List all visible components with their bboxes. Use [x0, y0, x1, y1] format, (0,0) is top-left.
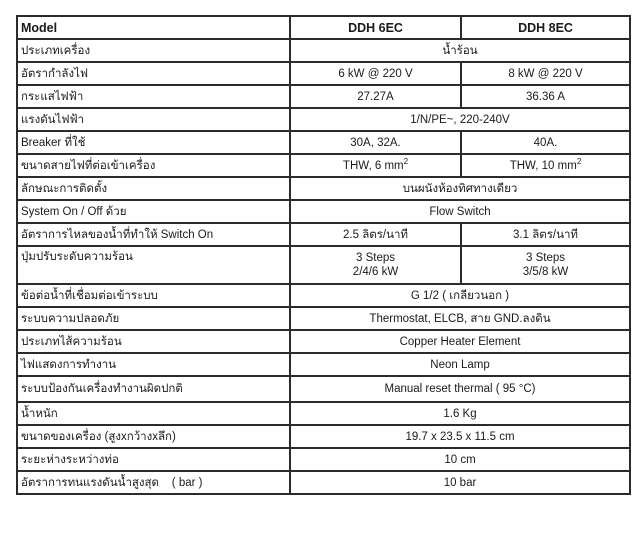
row-label: ประเภทเครื่อง [17, 39, 290, 62]
table-row [17, 307, 630, 330]
row-value-ddh8ec: 8 kW @ 220 V [461, 62, 630, 85]
row-label: ข้อต่อน้ำที่เชื่อมต่อเข้าระบบ [17, 284, 290, 307]
row-label: ระบบป้องกันเครื่องทำงานผิดปกติ [17, 376, 290, 402]
table-row [17, 471, 630, 494]
row-label: ปุ่มปรับระดับความร้อน [17, 246, 290, 284]
row-value-merged: Manual reset thermal ( 95 °C) [290, 376, 630, 402]
row-value-merged: 19.7 x 23.5 x 11.5 cm [290, 425, 630, 448]
row-value-ddh6ec: 30A, 32A. [290, 131, 461, 154]
superscript: 2 [403, 156, 409, 166]
row-label: กระแสไฟฟ้า [17, 85, 290, 108]
row-value-merged: Thermostat, ELCB, สาย GND.ลงดิน [290, 307, 630, 330]
row-label: System On / Off ด้วย [17, 200, 290, 223]
table-row [17, 177, 630, 200]
table-row [17, 246, 630, 284]
table-row [17, 376, 630, 402]
table-row [17, 284, 630, 307]
superscript: 2 [576, 156, 582, 166]
table-row [17, 39, 630, 62]
table-row [17, 223, 630, 246]
row-value-ddh8ec: 36.36 A [461, 85, 630, 108]
table-row [17, 448, 630, 471]
header-model-label: Model [17, 16, 290, 39]
table-row [17, 108, 630, 131]
steps-line: 3 Steps [356, 252, 395, 264]
row-value-merged: Flow Switch [290, 200, 630, 223]
row-value-merged: 10 cm [290, 448, 630, 471]
row-value-merged: 10 bar [290, 471, 630, 494]
spec-table [16, 15, 631, 495]
row-value-ddh6ec: 2.5 ลิตร/นาที [290, 223, 461, 246]
row-label: ขนาดของเครื่อง (สูงxกว้างxลึก) [17, 425, 290, 448]
row-label: แรงดันไฟฟ้า [17, 108, 290, 131]
table-row [17, 330, 630, 353]
wire-size-text: THW, 10 mm [509, 159, 577, 172]
header-row [17, 16, 630, 39]
row-label: ระยะห่างระหว่างท่อ [17, 448, 290, 471]
header-ddh6ec: DDH 6EC [290, 16, 461, 39]
wire-size-text: THW, 6 mm [342, 159, 404, 172]
table-row [17, 85, 630, 108]
row-label: ขนาดสายไฟที่ต่อเข้าเครื่อง [17, 154, 290, 177]
header-ddh8ec: DDH 8EC [461, 16, 630, 39]
row-value-merged: G 1/2 ( เกลียวนอก ) [290, 284, 630, 307]
row-value-ddh6ec [290, 154, 461, 177]
row-value-merged: 1/N/PE~, 220-240V [290, 108, 630, 131]
table-row [17, 353, 630, 376]
row-value-ddh6ec: 27.27A [290, 85, 461, 108]
row-value-ddh6ec [290, 246, 461, 284]
table-row [17, 131, 630, 154]
row-label: Breaker ที่ใช้ [17, 131, 290, 154]
power-levels-line: 2/4/6 kW [352, 266, 399, 278]
row-label: ลักษณะการติดตั้ง [17, 177, 290, 200]
row-value-ddh8ec [461, 246, 630, 284]
steps-line: 3 Steps [526, 252, 565, 264]
table-row [17, 425, 630, 448]
row-label: ระบบความปลอดภัย [17, 307, 290, 330]
row-value-merged: Neon Lamp [290, 353, 630, 376]
row-label: อัตราการไหลของน้ำที่ทำให้ Switch On [17, 223, 290, 246]
row-value-ddh8ec [461, 154, 630, 177]
row-label: ประเภทไส้ความร้อน [17, 330, 290, 353]
row-value-ddh8ec: 3.1 ลิตร/นาที [461, 223, 630, 246]
row-label: ไฟแสดงการทำงาน [17, 353, 290, 376]
table-row [17, 200, 630, 223]
table-row [17, 402, 630, 425]
row-value-merged: บนผนังห้องทิศทางเดียว [290, 177, 630, 200]
row-label: อัตราการทนแรงดันน้ำสูงสุด ( bar ) [17, 471, 290, 494]
table-row [17, 154, 630, 177]
row-value-merged: Copper Heater Element [290, 330, 630, 353]
row-label: อัตรากำลังไฟ [17, 62, 290, 85]
row-value-merged: น้ำร้อน [290, 39, 630, 62]
row-value-ddh8ec: 40A. [461, 131, 630, 154]
row-value-merged: 1.6 Kg [290, 402, 630, 425]
power-levels-line: 3/5/8 kW [522, 266, 569, 278]
table-row [17, 62, 630, 85]
row-value-ddh6ec: 6 kW @ 220 V [290, 62, 461, 85]
row-label: น้ำหนัก [17, 402, 290, 425]
